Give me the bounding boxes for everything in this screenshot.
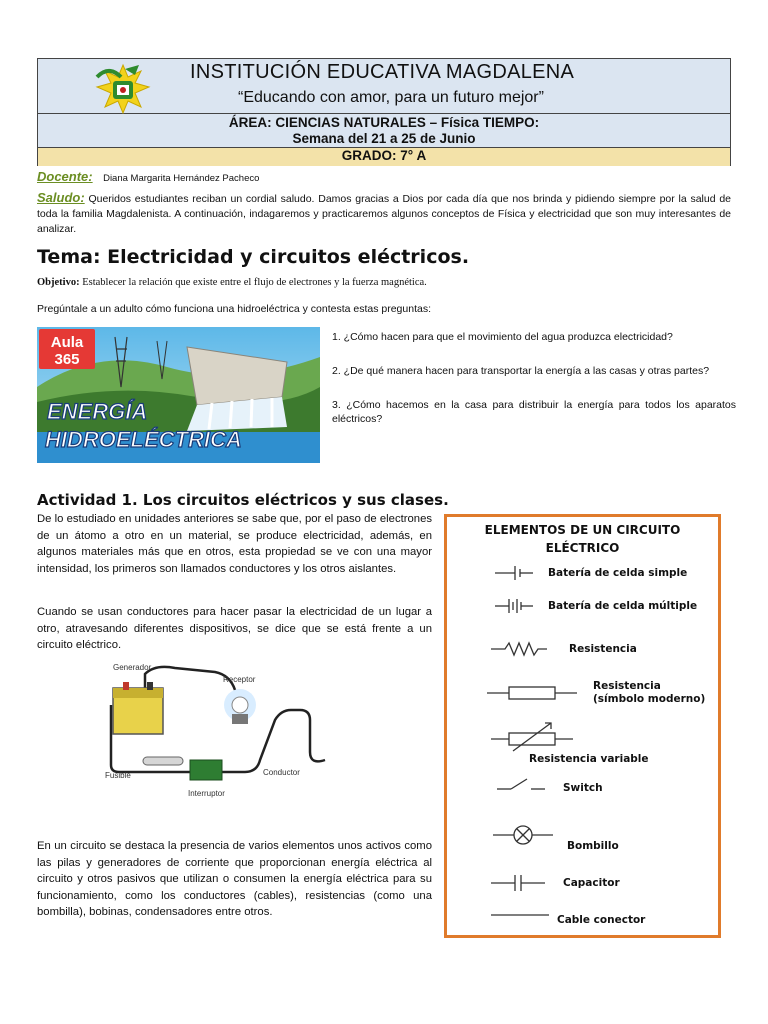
simple-circuit-diagram <box>95 660 350 800</box>
docente-label: Docente: <box>37 169 93 184</box>
question-item: 2. ¿De qué manera hacen para transportar la energía a las casas y otras partes? <box>332 365 710 377</box>
questions-list <box>332 330 736 446</box>
element-label-bulb: Bombillo <box>567 840 619 852</box>
element-label-modern-resistor: Resistencia (símbolo moderno) <box>593 680 706 705</box>
school-crest-logo <box>95 63 151 115</box>
banner-line2: HIDROELÉCTRICA <box>45 427 242 452</box>
circuit-label-conductor: Conductor <box>263 768 300 777</box>
docente-row <box>37 168 727 186</box>
saludo-paragraph <box>37 190 731 237</box>
circuit-label-fusible: Fusible <box>105 771 131 780</box>
area-line: ÁREA: CIENCIAS NATURALES – Física TIEMPO: <box>228 115 540 130</box>
header-grade-row <box>38 148 730 166</box>
objective-label: Objetivo: <box>37 277 80 288</box>
banner-brand-bottom: 365 <box>54 351 80 368</box>
circuit-label-receptor: Receptor <box>223 675 256 684</box>
hydroelectric-banner-image <box>37 327 320 463</box>
bulb-symbol <box>493 826 553 844</box>
question-item: 1. ¿Cómo hacen para que el movimiento del agua produzca electricidad? <box>332 331 673 343</box>
variable-resistor-symbol <box>491 723 573 751</box>
battery-single-cell-symbol <box>495 566 533 580</box>
objective-text: Establecer la relación que existe entre el flujo de electrones y la fuerza magnética. <box>82 277 427 288</box>
circuit-label-generador: Generador <box>113 663 152 672</box>
question-item: 3. ¿Cómo hacemos en la casa para distribuir la energía para todos los aparatos eléctricos? <box>332 399 736 425</box>
elements-title: ELEMENTOS DE UN CIRCUITO ELÉCTRICO <box>484 523 681 555</box>
activity-paragraph-3: En un circuito se destaca la presencia de varios elementos unos activos como las pilas y generadores de corriente que proporcionan energía eléctrica al circuito y otros pasivos que utilizan o consumen la energía eléctrica para su funcionamiento, como los conductores (cables), resistencias (como una bombilla), bobinas, condensadores entre otros. <box>37 840 432 918</box>
element-label-cable: Cable conector <box>557 914 646 926</box>
resistor-symbol <box>491 643 547 655</box>
circuit-label-interruptor: Interruptor <box>188 789 225 798</box>
resistor-modern-symbol <box>487 687 577 699</box>
battery-multi-cell-symbol <box>495 599 533 613</box>
school-motto: “Educando con amor, para un futuro mejor” <box>238 89 544 106</box>
header-area-row <box>38 114 730 148</box>
banner-line1: ENERGÍA <box>47 399 148 424</box>
capacitor-symbol <box>491 875 545 891</box>
grade-line: GRADO: 7° A <box>341 148 427 163</box>
objective-line <box>37 277 427 288</box>
lesson-topic-heading: Tema: Electricidad y circuitos eléctricos. <box>37 246 470 268</box>
saludo-text: Queridos estudiantes reciban un cordial saludo. Damos gracias a Dios por cada día que nos brinda y pidiendo siempre por la salud de toda la familia Magdalenista. A continuación, indagaremos y practicaremos algunos conceptos de Física y electricidad que son muy interesantes de analizar. <box>37 193 731 235</box>
circuit-elements-chart <box>444 514 721 938</box>
element-label-single-cell: Batería de celda simple <box>548 567 688 579</box>
activity-paragraph-1: De lo estudiado en unidades anteriores se sabe que, por el paso de electrones de un átomo a otro en un material, se produce electricidad, además, en algunos materiales más que en otros, esta propiedad se ve con una mayor intensidad, los primeros son llamados conductores y los otros aislantes. <box>37 513 432 575</box>
activity-heading: Actividad 1. Los circuitos eléctricos y sus clases. <box>37 491 449 509</box>
receptor-bulb <box>232 697 248 713</box>
banner-brand-top: Aula <box>50 334 84 351</box>
switch-symbol <box>497 779 545 789</box>
school-name: INSTITUCIÓN EDUCATIVA MAGDALENA <box>190 61 575 83</box>
saludo-label: Saludo: <box>37 190 85 205</box>
docente-name: Diana Margarita Hernández Pacheco <box>103 173 260 184</box>
fuse <box>143 757 183 765</box>
element-label-switch: Switch <box>563 782 603 794</box>
element-label-multi-cell: Batería de celda múltiple <box>548 600 698 612</box>
element-label-variable-resistor: Resistencia variable <box>529 753 649 765</box>
element-label-capacitor: Capacitor <box>563 877 620 889</box>
hydroelectric-illustration <box>37 327 320 463</box>
switch-interruptor <box>190 760 222 780</box>
activity-paragraph-2: Cuando se usan conductores para hacer pasar la electricidad de un lugar a otro, atravesando diferentes dispositivos, se dice que se está frente a un circuito eléctrico. <box>37 606 432 651</box>
question-prompt: Pregúntale a un adulto cómo funciona una hidroeléctrica y contesta estas preguntas: <box>37 303 432 315</box>
week-line: Semana del 21 a 25 de Junio <box>292 131 476 146</box>
element-label-resistor: Resistencia <box>569 643 637 655</box>
